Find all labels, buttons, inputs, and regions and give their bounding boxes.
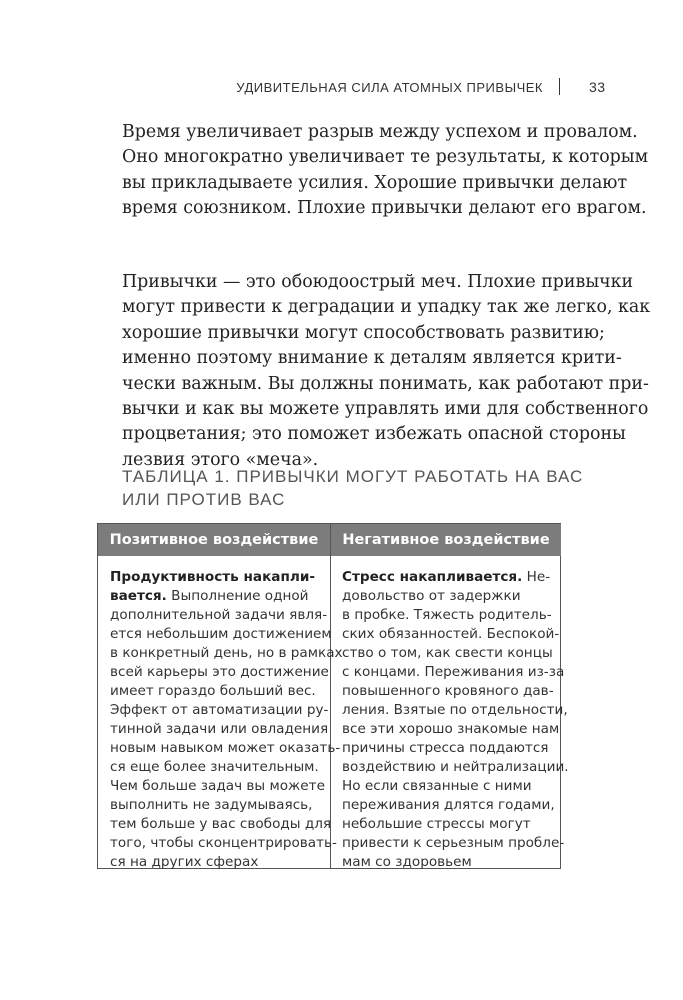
habits-table: [97, 523, 569, 870]
cell-line: ления. Взятые по отдельности,: [342, 702, 568, 718]
caption-line: ТАБЛИЦА 1. ПРИВЫЧКИ МОГУТ РАБОТАТЬ НА ВАС: [122, 467, 584, 486]
cell-negative: [342, 568, 569, 872]
text-line: Оно многократно увеличивает те результаты, к которым: [122, 147, 649, 168]
cell-line: довольство от задержки: [342, 588, 521, 604]
text-line: могут привести к деградации и упадку так же легко, как: [122, 297, 651, 318]
cell-line: в пробке. Тяжесть родитель-: [342, 607, 552, 623]
text-line: лезвия этого «меча».: [122, 449, 319, 470]
cell-line: все эти хорошо знакомые нам: [342, 721, 560, 737]
cell-line: Эффект от автоматизации ру-: [110, 702, 329, 718]
cell-line: причины стресса поддаются: [342, 740, 549, 756]
running-title: УДИВИТЕЛЬНАЯ СИЛА АТОМНЫХ ПРИВЫЧЕК: [236, 80, 543, 95]
text-line: именно поэтому внимание к деталям является крити-: [122, 348, 622, 369]
paragraph-2: [122, 270, 651, 473]
cell-line: ство о том, как свести концы: [342, 645, 553, 661]
cell-line: переживания длятся годами,: [342, 797, 555, 813]
table-caption: [122, 465, 583, 511]
cell-line: мам со здоровьем: [342, 854, 472, 870]
header-positive: Позитивное воздействие: [98, 524, 330, 556]
cell-line: повышенного кровяного дав-: [342, 683, 554, 699]
paragraph-1: [122, 120, 649, 222]
cell-line: ся на других сферах: [110, 854, 259, 870]
cell-line: ется небольшим достижением: [110, 626, 332, 642]
cell-line: всей карьеры это достижение: [110, 664, 329, 680]
header-divider: [559, 78, 560, 95]
text-line: вычки и как вы можете управлять ими для собственного: [122, 399, 649, 420]
text-line: вы прикладываете усилия. Хорошие привычки делают: [122, 172, 628, 193]
cell-line: ся еще более значительным.: [110, 759, 319, 775]
cell-line: Продуктивность накапли-: [110, 569, 315, 585]
text-line: Привычки — это обоюдоострый меч. Плохие привычки: [122, 272, 634, 292]
cell-line: Чем больше задач вы можете: [110, 778, 325, 794]
header-negative: Негативное воздействие: [331, 524, 561, 556]
cell-line: Но если связанные с ними: [342, 778, 532, 794]
text-line: процветания; это поможет избежать опасной стороны: [122, 424, 626, 445]
text-line: чески важным. Вы должны понимать, как работают при-: [122, 373, 649, 394]
cell-line: тинной задачи или овладения: [110, 721, 329, 737]
cell-line: ских обязанностей. Беспокой-: [342, 626, 560, 642]
text-line: Время увеличивает разрыв между успехом и провалом.: [122, 122, 638, 142]
cell-positive: [110, 568, 343, 872]
text-line: время союзником. Плохие привычки делают его врагом.: [122, 198, 647, 219]
caption-line: ИЛИ ПРОТИВ ВАС: [122, 490, 286, 509]
cell-line: небольшие стрессы могут: [342, 816, 531, 832]
cell-line: имеет гораздо больший вес.: [110, 683, 316, 699]
cell-line: дополнительной задачи явля-: [110, 607, 328, 623]
cell-line: новым навыком может оказать-: [110, 740, 341, 756]
text-line: хорошие привычки могут способствовать развитию;: [122, 322, 605, 343]
cell-line: в конкретный день, но в рамках: [110, 645, 343, 661]
cell-line: того, чтобы сконцентрировать-: [110, 835, 337, 851]
cell-line: воздействию и нейтрализации.: [342, 759, 569, 775]
cell-line: тем больше у вас свободы для: [110, 816, 332, 832]
cell-line: вается. Выполнение одной: [110, 588, 309, 604]
cell-line: привести к серьезным пробле-: [342, 835, 565, 851]
page-number: 33: [589, 79, 606, 95]
cell-line: выполнить не задумываясь,: [110, 797, 313, 813]
running-header: [0, 78, 683, 98]
cell-line: Стресс накапливается. Не-: [342, 569, 551, 585]
cell-line: с концами. Переживания из-за: [342, 664, 565, 680]
